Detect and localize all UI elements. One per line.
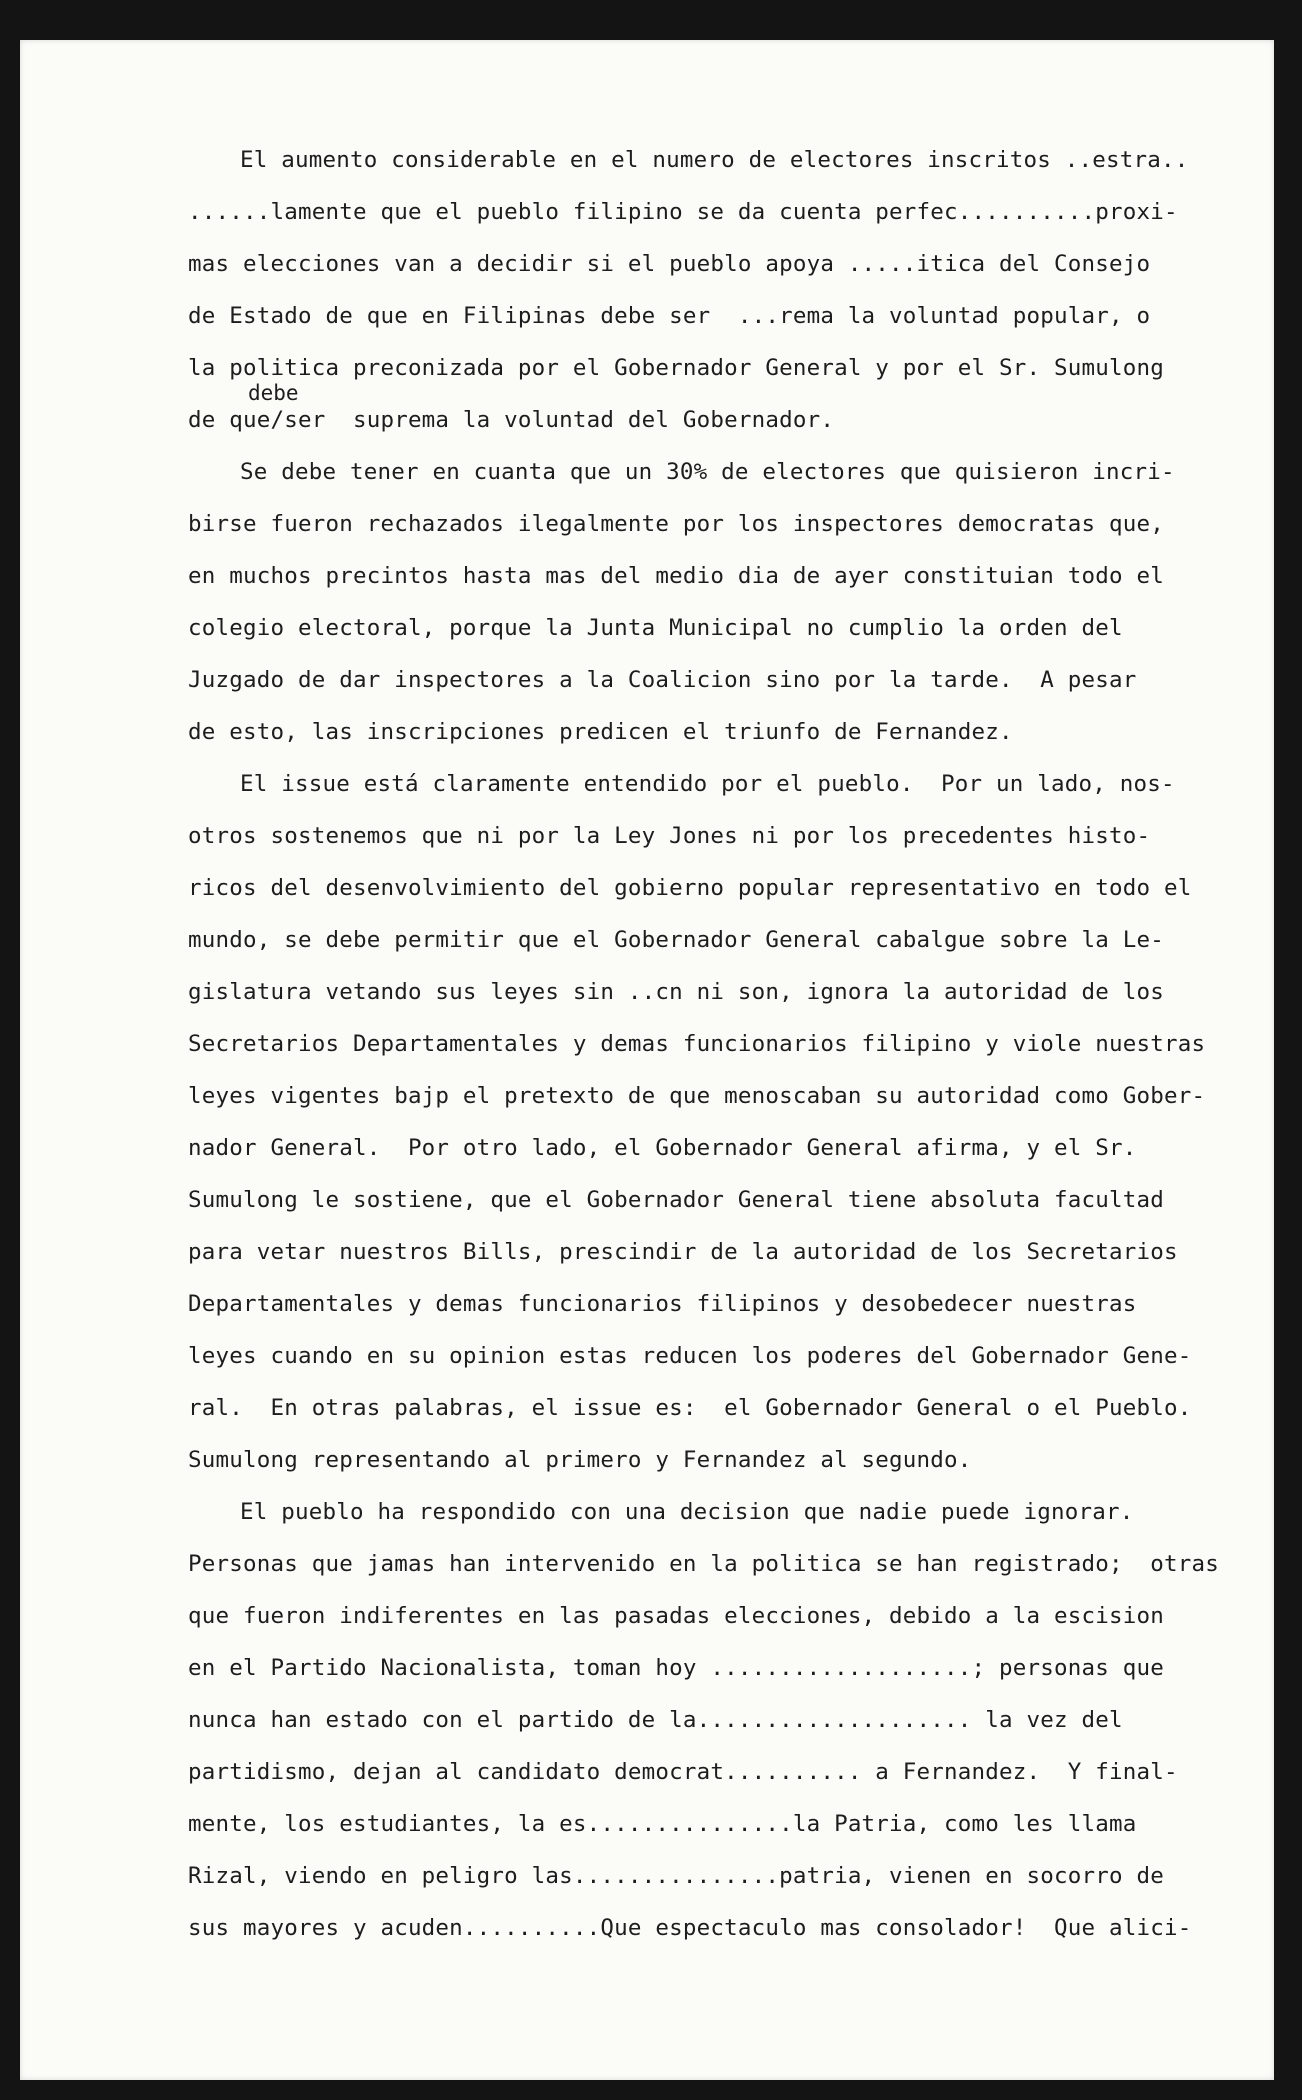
text-line: leyes vigentes bajp el pretexto de que menoscaban su autoridad como Gober- [188,1083,1206,1109]
text-line: mas elecciones van a decidir si el pueblo apoya .....itica del Consejo [188,251,1151,277]
text-line: de esto, las inscripciones predicen el triunfo de Fernandez. [188,719,1013,745]
text-line: El aumento considerable en el numero de electores inscritos ..estra.. [240,147,1189,173]
text-line: mente, los estudiantes, la es...............la Patria, como les llama [188,1811,1137,1837]
text-line: El pueblo ha respondido con una decision que nadie puede ignorar. [240,1499,1134,1525]
text-line: de que/ser suprema la voluntad del Gobernador. [188,407,835,433]
text-line: Se debe tener en cuanta que un 30% de electores que quisieron incri- [240,459,1175,485]
text-line: en el Partido Nacionalista, toman hoy ...................; personas que [188,1655,1164,1681]
text-line: nunca han estado con el partido de la.................... la vez del [188,1707,1123,1733]
text-line: sus mayores y acuden..........Que espectaculo mas consolador! Que alici- [188,1915,1192,1941]
text-line: ......lamente que el pueblo filipino se da cuenta perfec..........proxi- [188,199,1178,225]
text-line: para vetar nuestros Bills, prescindir de la autoridad de los Secretarios [188,1239,1178,1265]
text-line: que fueron indiferentes en las pasadas elecciones, debido a la escision [188,1603,1164,1629]
text-line: en muchos precintos hasta mas del medio dia de ayer constituian todo el [188,563,1164,589]
interlinear-insertion: debe [248,381,299,405]
text-line: partidismo, dejan al candidato democrat.......... a Fernandez. Y final- [188,1759,1178,1785]
text-line: birse fueron rechazados ilegalmente por los inspectores democratas que, [188,511,1164,537]
text-line: mundo, se debe permitir que el Gobernador General cabalgue sobre la Le- [188,927,1164,953]
text-line: de Estado de que en Filipinas debe ser ...rema la voluntad popular, o [188,303,1151,329]
text-line: Juzgado de dar inspectores a la Coalicion sino por la tarde. A pesar [188,667,1137,693]
text-line: colegio electoral, porque la Junta Municipal no cumplio la orden del [188,615,1123,641]
text-line: otros sostenemos que ni por la Ley Jones ni por los precedentes histo- [188,823,1151,849]
text-line: ricos del desenvolvimiento del gobierno popular representativo en todo el [188,875,1192,901]
text-line: Sumulong le sostiene, que el Gobernador General tiene absoluta facultad [188,1187,1164,1213]
text-line: la politica preconizada por el Gobernador General y por el Sr. Sumulong [188,355,1164,381]
text-line: Personas que jamas han intervenido en la politica se han registrado; otras [188,1551,1219,1577]
text-line: Rizal, viendo en peligro las...............patria, vienen en socorro de [188,1863,1164,1889]
text-line: El issue está claramente entendido por el pueblo. Por un lado, nos- [240,771,1175,797]
text-line: Departamentales y demas funcionarios filipinos y desobedecer nuestras [188,1291,1137,1317]
text-line: Secretarios Departamentales y demas funcionarios filipino y viole nuestras [188,1031,1206,1057]
typewritten-text [188,138,1219,1958]
text-line: gislatura vetando sus leyes sin ..cn ni son, ignora la autoridad de los [188,979,1164,1005]
text-line: ral. En otras palabras, el issue es: el Gobernador General o el Pueblo. [188,1395,1192,1421]
text-line: leyes cuando en su opinion estas reducen los poderes del Gobernador Gene- [188,1343,1192,1369]
text-line: Sumulong representando al primero y Fernandez al segundo. [188,1447,972,1473]
text-line: nador General. Por otro lado, el Gobernador General afirma, y el Sr. [188,1135,1137,1161]
